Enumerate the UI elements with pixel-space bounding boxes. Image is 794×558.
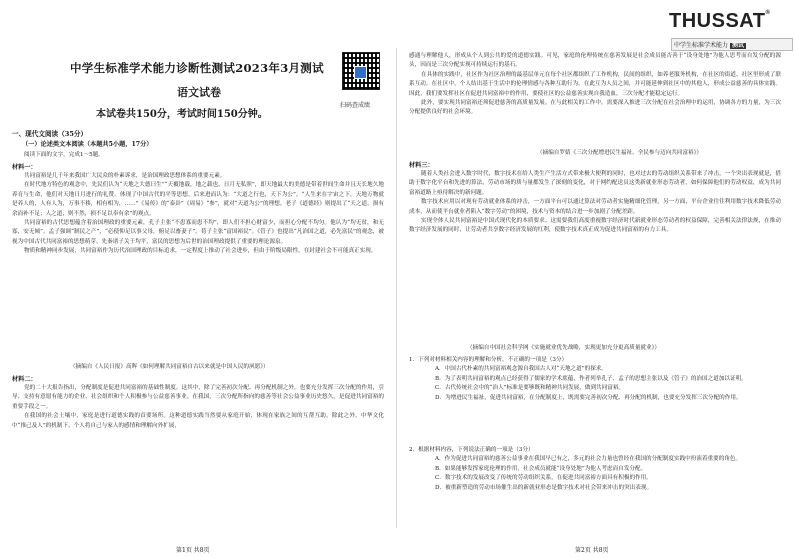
option-c[interactable]: C．古代传统社会中的“治人”标准是要够既和精神共同发展，做到共同富裕。 (435, 385, 625, 392)
option-b[interactable]: B．如果能够发挥家庭伦理的作用，社会成员就能“设身处地”为他人考虑而自发分配。 (435, 465, 647, 472)
material1-body (12, 172, 384, 362)
option-d[interactable]: D．被重新塑造的劳动市场催生出的新就业形态是数字技术对社会带来冲击的突出表现。 (435, 484, 653, 491)
question-1 (409, 356, 781, 440)
page-number-right: 第2页 共8页 (575, 547, 609, 554)
paragraph: 随着人类社会进入数字时代，数字技术在给人类生产生活方式带来极大便利的同时，也对过去的劳动组织关系带来了冲击，一个突出表现就是，借助于数字化平台和先进的算法，劳动市场的质与量都发生了深刻的变化，对于网约配送员这类新就业形态劳动者，如何保障他们的劳动权益，成为共同富裕道路上亟待解决的新问题。 (409, 171, 781, 196)
paragraph: 实现全体人民共同富裕是中国式现代化的本质要求。这需要我们高度重视数字经济时代新就业形态劳动者的权益保障，完善相关法律法规，在推动数字经济发展的同时，让劳动者共享数字经济发展的红利，使数字技术真正成为促进共同富裕的有力工具。 (409, 218, 781, 234)
paragraph: 共同富裕的古代思想蕴含着治国理政的重要元素，孔子主张“不患寡而患不均”，即人们不担心财富少，而担心分配不均匀。他认为“均无贫，和无寡，安无倾”。孟子强调“制民之产”，“必使仰足以事父母，俯足以畜妻子”。荀子主张“富国裕民”。《管子》也提出“凡治国之道，必先富民”的观念，被视为中国古代共同富裕的思想萌芽。先秦诸子关于均平、富民的思想为后世的治国理政提供了重要的理论源泉。 (12, 220, 384, 245)
material1-label: 材料一： (12, 164, 37, 171)
page-right (397, 0, 794, 558)
paragraph: 在时代地方特色的观念中，先民们认为“天地之大德曰生”“天覆地载，地之载也，日月无私照”，即天地最大的美德是带着世间生命并且天长地久地养育与生命，他们对天地日月进行的礼赞，体现了中国古代的平等思想。后来进而认为：“大道之行也，天下为公”，“人生来在宇宙之下，天地万物就是养人的，人有人为，万事不移，相有相为，……”《易传》的“泰卦”《周易》“参”，就对“天道为公”的理想。老子《道德经》则提出了“天之道，损有余而补不足；人之道，则不然，损不足以奉有余”的观点。 (12, 182, 384, 217)
paragraph: 在具体的实践中，社区作为社区治理的最基层单元在每个社区都组织了工作机构，民间的组织，如养老服务机构，在社区的街道、社区里形成了联系互动。在社区中，个人结出基于生活中的伦理情感与各种互助行为，在此互为人员之间，并可能延伸到社区中的其他人，形成公益慈善的具体实践。因此，我们要发挥社区在促进共同富裕中的作用，要使社区的公益慈善实现自我造血，三次分配才能稳定运行。 (409, 71, 781, 97)
paragraph: 感通与理解他人，形成从个人到公共的爱的道德实践。可见，家庭的伦理传统在慈善发展是社会成员能否善于“设身处地”为他人思考而自发分配的源头，因而是三次分配实现可持续运行的基石。 (409, 53, 781, 69)
page-number-left: 第1页 共8页 (176, 547, 210, 554)
paragraph: 党的二十大报告指出，分配制度是促进共同富裕的基础性制度。这其中，除了完善初次分配、再分配机制之外，也要充分发挥三次分配的作用，引导、支持有意愿有能力的企业、社会组织和个人积极参与公益慈善事业。在我国，三次分配所指向的慈善等社会公益事业历史悠久，是促进共同富裕的重要手段之一。 (12, 385, 384, 410)
option-b[interactable]: B．为了表明共同富裕的观点已经获得了儒家的学术底蕴，作者列举孔子、孟子的思想主张以及《管子》的治国之道加以证明。 (435, 375, 747, 382)
material2-body (12, 384, 384, 536)
logo-subtitle: 中学生标准学术能力 测试 (671, 38, 793, 51)
exam-title: 中学生标准学术能力诊断性测试2023年3月测试 (70, 61, 324, 75)
section-heading: 一、现代文阅读（35分） (12, 130, 88, 138)
paragraph: 物质和精神同步发展，共同富裕作为历代治国理政的目标追求，一定程度上推动了社会进步，但由于阶级局限性，在封建社会不可能真正实现。 (24, 248, 377, 255)
material2-source: （摘编自罗婧《三次分配增进民生福祉，全民参与迈向共同富裕》） (537, 150, 703, 156)
material3-source: （摘编自中国社会科学网《实施就业优先战略，实现更加充分更高质量就业》） (467, 345, 660, 351)
material3-body (409, 170, 781, 340)
option-c[interactable]: C．数字技术的发展改变了传统的劳动组织关系，在促进共同富裕方面具有积极的作用。 (435, 475, 652, 482)
qr-badge-icon (354, 66, 367, 79)
thussat-logo: THUSSAT® (669, 10, 771, 32)
question-2 (409, 446, 781, 540)
option-a[interactable]: A．作为促进共同富裕的慈善公益事业在我国早已有之，多元的社会力量也曾经在我国的分配制度实践中扮演着重要的角色。 (435, 456, 742, 463)
option-d[interactable]: D．为增进民生福祉，促进共同富裕，在分配制度上，既需要完善初次分配、再分配的机制，也要充分发挥三次分配的作用。 (435, 394, 742, 401)
instruction: 阅读下面的文字，完成1～5题。 (24, 152, 104, 158)
qr-caption: 扫码查成绩 (340, 102, 371, 109)
paragraph: 共同富裕是几千年来我国广大民众的朴素诉求，是治国理政思想体系的重要元素。 (24, 173, 226, 179)
paragraph: 在我国的社会土壤中，家庭是进行道德实践的首要场所。这种道德实践当然要从家庭开始，体现在家族之间的互帮互助。除此之外，中华文化中“推己及人”的机制下，个人将自己与家人的感情和理解向外扩展， (12, 413, 384, 429)
question-stem: 1．下列对材料相关内容的理解和分析，不正确的一项是（3分） (409, 357, 568, 363)
paragraph: 此外，要实现共同富裕还须促进慈善的高质量发展。在与此相关的工作中，需要深入推进三次分配在社会治理中的运用，协调各方的力量，为三次分配提供良好的社会环境。 (409, 100, 781, 116)
material2-label: 材料二： (12, 376, 37, 383)
subject-title: 语文试卷 (177, 86, 221, 99)
score-line: 本试卷共150分，考试时间150分钟。 (96, 109, 268, 120)
question-stem: 2．根据材料内容，下列说法正确的一项是（3分） (409, 447, 534, 453)
material3-label: 材料三： (409, 162, 434, 169)
paragraph: 数字技术应用以对现有劳动就业体系的冲击，一方面平台可以通过算法对劳动者实施精细化管理，另一方面，平台企业往往利用数字技术降低劳动成本，从而使平台就业者陷入“数字劳动”的困境，技术与资本的结合进一步加剧了分配差距。 (409, 199, 781, 215)
material2-continued (409, 52, 781, 146)
sub-heading: （一）论述类文本阅读（本题共5小题，17分） (22, 141, 153, 148)
option-a[interactable]: A．中国古代朴素的共同富裕观念源自我国古人对“天地之道”的探求。 (435, 366, 607, 373)
material1-source: （摘编自《人民日报》高晖《如何理解共同富裕自古以来就是中国人民的夙愿》） (70, 364, 269, 370)
